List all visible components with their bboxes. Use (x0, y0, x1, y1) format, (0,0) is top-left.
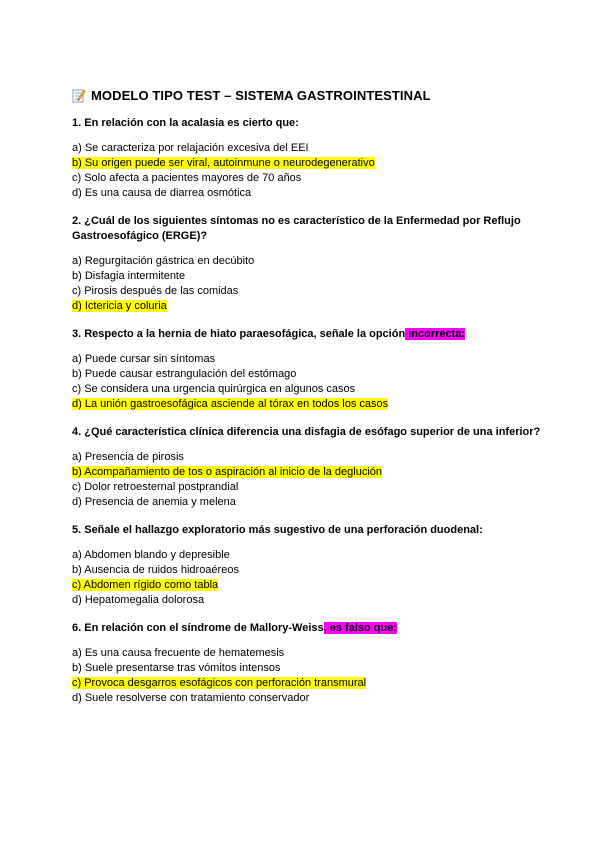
answer-options (72, 450, 542, 510)
question-6 (72, 621, 542, 706)
answer-option-text: d) Suele resolverse con tratamiento conservador (72, 692, 310, 704)
question-statement: 5. Señale el hallazgo exploratorio más sugestivo de una perforación duodenal: (72, 524, 483, 536)
answer-option-text: b) Suele presentarse tras vómitos intensos (72, 662, 281, 674)
answer-option (72, 593, 542, 608)
question-statement: 3. Respecto a la hernia de hiato paraesofágica, señale la opción (72, 328, 406, 340)
answer-option (72, 352, 542, 367)
answer-option-text: a) Regurgitación gástrica en decúbito (72, 255, 255, 267)
answer-option (72, 691, 542, 706)
answer-option-text: c) Solo afecta a pacientes mayores de 70 años (72, 172, 302, 184)
answer-option (72, 661, 542, 676)
question-5 (72, 523, 542, 608)
answer-option (72, 465, 542, 480)
answer-option (72, 269, 542, 284)
highlighted-answer-option-text: d) Ictericia y coluria (72, 300, 167, 312)
answer-option-text: a) Es una causa frecuente de hematemesis (72, 647, 285, 659)
title-text: MODELO TIPO TEST – SISTEMA GASTROINTESTINAL (91, 87, 431, 103)
answer-option (72, 284, 542, 299)
answer-option-text: c) Se considera una urgencia quirúrgica en algunos casos (72, 383, 356, 395)
answer-option-text: c) Dolor retroesternal postprandial (72, 481, 239, 493)
answer-option-text: d) Es una causa de diarrea osmótica (72, 187, 252, 199)
question-4 (72, 425, 542, 510)
answer-option-text: b) Puede causar estrangulación del estómago (72, 368, 297, 380)
answer-options (72, 141, 542, 201)
question-text (72, 425, 542, 440)
answer-option-text: b) Ausencia de ruidos hidroaéreos (72, 564, 239, 576)
answer-option (72, 563, 542, 578)
answer-options (72, 254, 542, 314)
question-text (72, 523, 542, 538)
answer-option (72, 367, 542, 382)
exam-document (72, 86, 542, 719)
answer-option (72, 480, 542, 495)
answer-option-text: a) Se caracteriza por relajación excesiva del EEI (72, 142, 309, 154)
answer-option-text: a) Presencia de pirosis (72, 451, 184, 463)
answer-option (72, 548, 542, 563)
answer-option (72, 156, 542, 171)
question-1 (72, 116, 542, 201)
answer-option (72, 397, 542, 412)
answer-option (72, 676, 542, 691)
highlighted-answer-option-text: c) Provoca desgarros esofágicos con perforación transmural (72, 677, 367, 689)
answer-option-text: b) Disfagia intermitente (72, 270, 186, 282)
answer-option (72, 450, 542, 465)
question-keyword-highlight: , es falso que: (323, 622, 398, 634)
answer-option (72, 646, 542, 661)
highlighted-answer-option-text: c) Abdomen rígido como tabla (72, 579, 219, 591)
answer-option-text: d) Hepatomegalia dolorosa (72, 594, 205, 606)
question-statement: 6. En relación con el síndrome de Mallory-Weiss (72, 622, 324, 634)
answer-option (72, 171, 542, 186)
question-text (72, 116, 542, 131)
question-text (72, 621, 542, 636)
answer-option (72, 186, 542, 201)
highlighted-answer-option-text: b) Su origen puede ser viral, autoinmune o neurodegenerativo (72, 157, 375, 169)
question-text (72, 214, 542, 244)
question-statement: 1. En relación con la acalasia es cierto que: (72, 117, 299, 129)
question-2 (72, 214, 542, 314)
answer-option (72, 495, 542, 510)
question-statement: 4. ¿Qué característica clínica diferencia una disfagia de esófago superior de una inferior? (72, 426, 541, 438)
document-title (72, 86, 542, 104)
highlighted-answer-option-text: b) Acompañamiento de tos o aspiración al inicio de la deglución (72, 466, 383, 478)
question-list (72, 116, 542, 706)
answer-option-text: a) Abdomen blando y depresible (72, 549, 230, 561)
answer-options (72, 646, 542, 706)
answer-option (72, 382, 542, 397)
answer-option (72, 141, 542, 156)
answer-option (72, 578, 542, 593)
highlighted-answer-option-text: d) La unión gastroesofágica asciende al tórax en todos los casos (72, 398, 389, 410)
answer-option (72, 254, 542, 269)
answer-option-text: a) Puede cursar sin síntomas (72, 353, 216, 365)
question-statement: 2. ¿Cuál de los siguientes síntomas no es característico de la Enfermedad por Reflujo Gastroesofágico (ERGE)? (72, 215, 521, 242)
question-keyword-highlight: incorrecta: (405, 328, 466, 340)
answer-options (72, 352, 542, 412)
question-3 (72, 327, 542, 412)
question-text (72, 327, 542, 342)
answer-option-text: d) Presencia de anemia y melena (72, 496, 236, 508)
answer-options (72, 548, 542, 608)
answer-option (72, 299, 542, 314)
memo-icon (72, 88, 86, 103)
answer-option-text: c) Pirosis después de las comidas (72, 285, 239, 297)
